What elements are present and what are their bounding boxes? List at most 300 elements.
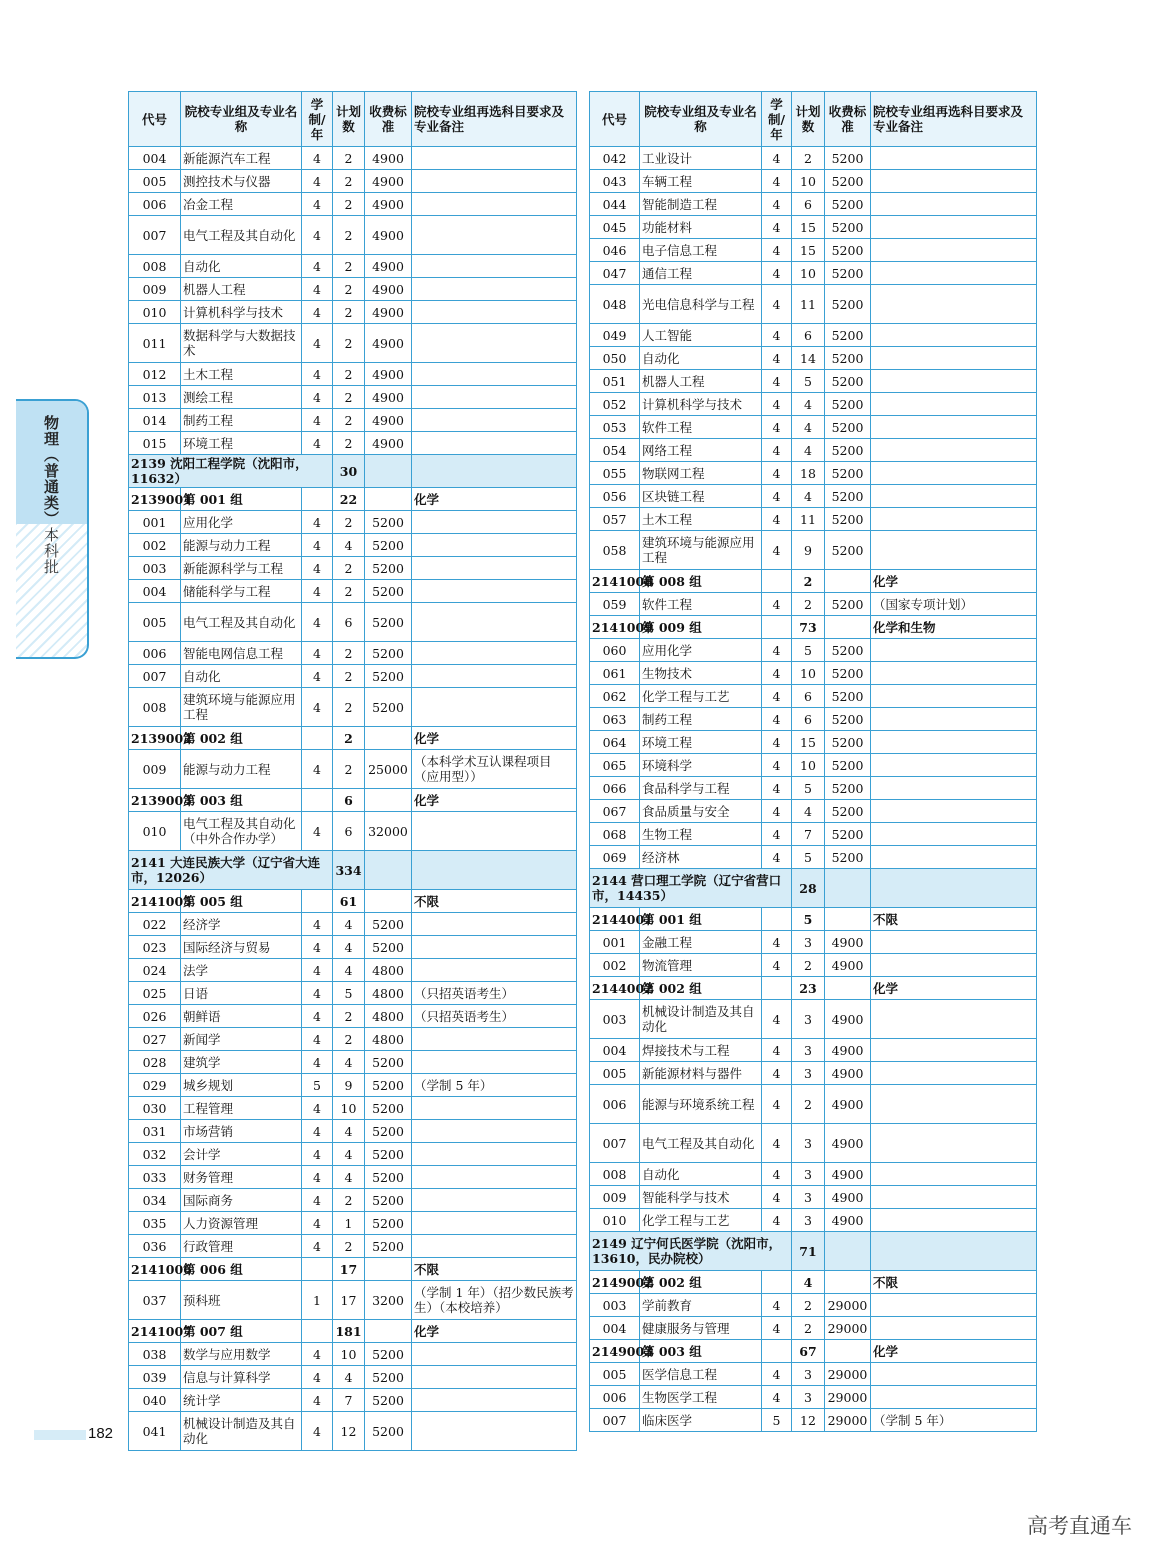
major-note (871, 347, 1037, 370)
major-name: 数据科学与大数据技术 (181, 324, 302, 363)
major-row (129, 982, 577, 1005)
group-subject-requirement: 不限 (871, 908, 1037, 931)
major-name: 自动化 (181, 665, 302, 688)
major-code: 056 (590, 485, 640, 508)
major-row (129, 324, 577, 363)
header-name: 院校专业组及专业名称 (181, 92, 302, 147)
major-row (129, 534, 577, 557)
major-years: 4 (302, 580, 333, 603)
major-fee: 5200 (825, 462, 871, 485)
major-plan: 2 (333, 147, 365, 170)
school-fee-cell (825, 1232, 871, 1271)
major-row (590, 393, 1037, 416)
major-years: 4 (302, 324, 333, 363)
major-name: 新能源科学与工程 (181, 557, 302, 580)
major-code: 023 (129, 936, 181, 959)
major-plan: 4 (792, 393, 825, 416)
major-fee: 5200 (365, 534, 412, 557)
major-row (590, 846, 1037, 869)
major-fee: 5200 (825, 685, 871, 708)
major-code: 004 (590, 1317, 640, 1340)
major-fee: 4900 (825, 1186, 871, 1209)
group-name: 第 003 组 (181, 789, 302, 812)
major-plan: 9 (792, 531, 825, 570)
group-code: 2141007 (129, 1320, 181, 1343)
major-row (590, 708, 1037, 731)
major-note (871, 731, 1037, 754)
major-fee: 4900 (825, 1039, 871, 1062)
major-fee: 4900 (365, 278, 412, 301)
major-row (129, 1189, 577, 1212)
group-years (302, 1320, 333, 1343)
major-name: 食品质量与安全 (640, 800, 762, 823)
group-fee (825, 908, 871, 931)
major-years: 4 (762, 1062, 792, 1085)
major-name: 测绘工程 (181, 386, 302, 409)
school-name: 2139 沈阳工程学院（沈阳市，11632） (129, 455, 333, 488)
major-years: 4 (302, 511, 333, 534)
group-subject-requirement: 不限 (412, 890, 577, 913)
major-code: 048 (590, 285, 640, 324)
major-code: 063 (590, 708, 640, 731)
major-years: 4 (762, 439, 792, 462)
major-note (871, 1363, 1037, 1386)
major-years: 4 (302, 409, 333, 432)
major-note: （只招英语考生） (412, 982, 577, 1005)
major-code: 005 (590, 1062, 640, 1085)
group-subject-requirement: 化学和生物 (871, 616, 1037, 639)
major-fee: 5200 (825, 216, 871, 239)
major-code: 037 (129, 1281, 181, 1320)
major-plan: 2 (333, 193, 365, 216)
major-fee: 32000 (365, 812, 412, 851)
major-years: 4 (302, 1412, 333, 1451)
major-name: 朝鲜语 (181, 1005, 302, 1028)
major-code: 010 (129, 812, 181, 851)
major-code: 014 (129, 409, 181, 432)
major-years: 4 (302, 170, 333, 193)
major-note (412, 255, 577, 278)
major-years: 4 (302, 1120, 333, 1143)
major-years: 4 (762, 216, 792, 239)
major-name: 软件工程 (640, 593, 762, 616)
major-code: 033 (129, 1166, 181, 1189)
major-plan: 2 (333, 301, 365, 324)
major-fee: 5200 (825, 639, 871, 662)
major-note (412, 1051, 577, 1074)
group-years (302, 1258, 333, 1281)
group-row (129, 789, 577, 812)
major-plan: 4 (333, 1143, 365, 1166)
major-code: 024 (129, 959, 181, 982)
major-code: 008 (129, 688, 181, 727)
admission-table-right (589, 91, 1037, 1432)
major-years: 4 (762, 685, 792, 708)
major-name: 自动化 (181, 255, 302, 278)
major-fee: 5200 (825, 439, 871, 462)
major-name: 日语 (181, 982, 302, 1005)
side-tab-text (41, 415, 62, 575)
major-row (590, 662, 1037, 685)
major-plan: 3 (792, 931, 825, 954)
major-plan: 14 (792, 347, 825, 370)
group-years (762, 977, 792, 1000)
school-name: 2141 大连民族大学（辽宁省大连市，12026） (129, 851, 333, 890)
major-name: 电气工程及其自动化（中外合作办学） (181, 812, 302, 851)
major-note (871, 416, 1037, 439)
major-note (871, 1062, 1037, 1085)
major-code: 006 (590, 1085, 640, 1124)
group-row (590, 570, 1037, 593)
major-years: 4 (762, 147, 792, 170)
major-fee: 5200 (825, 262, 871, 285)
group-row (590, 1271, 1037, 1294)
major-name: 通信工程 (640, 262, 762, 285)
major-years: 4 (302, 1389, 333, 1412)
group-row (129, 890, 577, 913)
major-plan: 2 (792, 954, 825, 977)
major-name: 冶金工程 (181, 193, 302, 216)
major-code: 043 (590, 170, 640, 193)
major-years: 4 (762, 1085, 792, 1124)
major-row (590, 216, 1037, 239)
group-plan: 23 (792, 977, 825, 1000)
major-code: 030 (129, 1097, 181, 1120)
major-row (590, 1209, 1037, 1232)
major-row (590, 931, 1037, 954)
major-note (871, 708, 1037, 731)
header-years: 学制/年 (762, 92, 792, 147)
major-row (129, 665, 577, 688)
major-years: 4 (302, 301, 333, 324)
major-row (590, 170, 1037, 193)
major-fee: 4900 (825, 1062, 871, 1085)
major-plan: 17 (333, 1281, 365, 1320)
major-code: 038 (129, 1343, 181, 1366)
major-code: 060 (590, 639, 640, 662)
major-fee: 5200 (365, 642, 412, 665)
major-code: 028 (129, 1051, 181, 1074)
major-row (129, 1281, 577, 1320)
school-fee-cell (825, 869, 871, 908)
major-code: 031 (129, 1120, 181, 1143)
major-note (412, 1212, 577, 1235)
major-name: 智能制造工程 (640, 193, 762, 216)
group-name: 第 008 组 (640, 570, 762, 593)
group-name: 第 006 组 (181, 1258, 302, 1281)
major-note (412, 642, 577, 665)
major-fee: 4900 (365, 432, 412, 455)
major-fee: 5200 (825, 593, 871, 616)
school-plan: 334 (333, 851, 365, 890)
major-note (871, 1209, 1037, 1232)
major-plan: 5 (792, 639, 825, 662)
major-note (871, 285, 1037, 324)
major-fee: 4900 (365, 301, 412, 324)
group-years (762, 1340, 792, 1363)
major-years: 4 (302, 812, 333, 851)
major-fee: 5200 (365, 913, 412, 936)
group-fee (365, 727, 412, 750)
major-fee: 5200 (365, 580, 412, 603)
major-name: 化学工程与工艺 (640, 1209, 762, 1232)
major-fee: 4900 (825, 1209, 871, 1232)
major-years: 4 (302, 363, 333, 386)
major-code: 039 (129, 1366, 181, 1389)
header-plan: 计划数 (792, 92, 825, 147)
major-name: 应用化学 (181, 511, 302, 534)
major-plan: 11 (792, 508, 825, 531)
major-code: 066 (590, 777, 640, 800)
major-name: 自动化 (640, 347, 762, 370)
major-code: 003 (590, 1294, 640, 1317)
major-note: （国家专项计划） (871, 593, 1037, 616)
major-row (590, 239, 1037, 262)
major-years: 4 (762, 1209, 792, 1232)
group-plan: 2 (333, 727, 365, 750)
group-name: 第 002 组 (640, 1271, 762, 1294)
major-row (129, 642, 577, 665)
major-fee: 5200 (825, 393, 871, 416)
major-plan: 7 (333, 1389, 365, 1412)
major-name: 智能电网信息工程 (181, 642, 302, 665)
major-years: 4 (302, 1235, 333, 1258)
major-note (412, 603, 577, 642)
major-note (412, 301, 577, 324)
table-body-left (129, 147, 577, 1451)
major-row (129, 278, 577, 301)
major-note (871, 777, 1037, 800)
header-name: 院校专业组及专业名称 (640, 92, 762, 147)
major-years: 4 (762, 1039, 792, 1062)
major-years: 4 (762, 593, 792, 616)
major-plan: 2 (333, 557, 365, 580)
major-fee: 29000 (825, 1363, 871, 1386)
major-years: 4 (762, 1124, 792, 1163)
major-name: 生物技术 (640, 662, 762, 685)
major-note: （本科学术互认课程项目（应用型）） (412, 750, 577, 789)
major-years: 4 (762, 285, 792, 324)
major-years: 4 (762, 1163, 792, 1186)
major-years: 4 (762, 823, 792, 846)
major-name: 新能源汽车工程 (181, 147, 302, 170)
major-name: 工程管理 (181, 1097, 302, 1120)
major-years: 1 (302, 1281, 333, 1320)
major-years: 4 (762, 239, 792, 262)
major-note (412, 688, 577, 727)
major-code: 012 (129, 363, 181, 386)
major-fee: 5200 (365, 1166, 412, 1189)
major-code: 053 (590, 416, 640, 439)
group-subject-requirement: 化学 (412, 1320, 577, 1343)
major-fee: 29000 (825, 1386, 871, 1409)
group-name: 第 009 组 (640, 616, 762, 639)
admission-table-left (128, 91, 577, 1451)
major-name: 制药工程 (181, 409, 302, 432)
major-years: 4 (762, 1000, 792, 1039)
major-name: 建筑学 (181, 1051, 302, 1074)
major-years: 4 (302, 557, 333, 580)
major-plan: 2 (333, 363, 365, 386)
major-plan: 10 (792, 662, 825, 685)
major-row (129, 363, 577, 386)
major-fee: 29000 (825, 1317, 871, 1340)
major-plan: 10 (333, 1343, 365, 1366)
major-plan: 4 (333, 1120, 365, 1143)
major-name: 化学工程与工艺 (640, 685, 762, 708)
major-years: 4 (762, 193, 792, 216)
major-plan: 3 (792, 1163, 825, 1186)
group-subject-requirement: 化学 (871, 1340, 1037, 1363)
group-code: 2139003 (129, 789, 181, 812)
major-name: 能源与环境系统工程 (640, 1085, 762, 1124)
major-years: 4 (302, 216, 333, 255)
major-fee: 4900 (825, 1163, 871, 1186)
school-fee-cell (365, 455, 412, 488)
major-name: 能源与动力工程 (181, 534, 302, 557)
major-years: 4 (762, 1386, 792, 1409)
major-name: 法学 (181, 959, 302, 982)
major-name: 预科班 (181, 1281, 302, 1320)
school-plan: 71 (792, 1232, 825, 1271)
major-plan: 1 (333, 1212, 365, 1235)
major-years: 4 (302, 959, 333, 982)
school-row (129, 455, 577, 488)
major-name: 电气工程及其自动化 (640, 1124, 762, 1163)
major-row (590, 731, 1037, 754)
major-name: 新能源材料与器件 (640, 1062, 762, 1085)
major-fee: 3200 (365, 1281, 412, 1320)
group-name: 第 003 组 (640, 1340, 762, 1363)
major-name: 测控技术与仪器 (181, 170, 302, 193)
major-row (129, 1389, 577, 1412)
major-note (871, 370, 1037, 393)
major-years: 4 (762, 931, 792, 954)
major-years: 4 (302, 750, 333, 789)
major-name: 环境科学 (640, 754, 762, 777)
major-fee: 4900 (365, 170, 412, 193)
major-note (871, 147, 1037, 170)
major-plan: 4 (792, 485, 825, 508)
major-row (590, 193, 1037, 216)
group-fee (825, 977, 871, 1000)
group-name: 第 001 组 (640, 908, 762, 931)
major-code: 002 (590, 954, 640, 977)
major-years: 4 (762, 1186, 792, 1209)
major-fee: 5200 (365, 1212, 412, 1235)
major-name: 网络工程 (640, 439, 762, 462)
major-code: 009 (129, 278, 181, 301)
major-plan: 4 (333, 1051, 365, 1074)
major-note (871, 931, 1037, 954)
major-code: 007 (590, 1124, 640, 1163)
group-code: 2141008 (590, 570, 640, 593)
major-name: 人工智能 (640, 324, 762, 347)
major-fee: 4900 (365, 409, 412, 432)
header-note: 院校专业组再选科目要求及专业备注 (412, 92, 577, 147)
major-fee: 29000 (825, 1294, 871, 1317)
major-note (412, 193, 577, 216)
major-years: 4 (302, 193, 333, 216)
major-fee: 5200 (825, 662, 871, 685)
major-years: 4 (302, 386, 333, 409)
major-note (412, 959, 577, 982)
major-plan: 11 (792, 285, 825, 324)
major-code: 064 (590, 731, 640, 754)
group-fee (825, 1271, 871, 1294)
major-row (590, 370, 1037, 393)
major-years: 4 (302, 665, 333, 688)
header-fee: 收费标准 (365, 92, 412, 147)
major-note (871, 1039, 1037, 1062)
major-code: 052 (590, 393, 640, 416)
major-fee: 5200 (825, 754, 871, 777)
major-row (129, 688, 577, 727)
major-code: 007 (129, 665, 181, 688)
major-plan: 2 (792, 593, 825, 616)
major-years: 4 (762, 1294, 792, 1317)
major-fee: 5200 (365, 1235, 412, 1258)
side-tab-batch: 本科批 (42, 527, 60, 575)
major-code: 006 (590, 1386, 640, 1409)
major-note (412, 1389, 577, 1412)
major-row (590, 416, 1037, 439)
major-note (412, 1097, 577, 1120)
major-plan: 10 (333, 1097, 365, 1120)
major-plan: 3 (792, 1062, 825, 1085)
major-years: 4 (302, 642, 333, 665)
major-row (129, 1235, 577, 1258)
major-row (129, 1343, 577, 1366)
major-name: 计算机科学与技术 (181, 301, 302, 324)
major-row (129, 1366, 577, 1389)
major-note (412, 557, 577, 580)
school-name: 2144 营口理工学院（辽宁省营口市，14435） (590, 869, 792, 908)
major-plan: 3 (792, 1386, 825, 1409)
major-code: 001 (129, 511, 181, 534)
major-fee: 4900 (825, 931, 871, 954)
major-years: 4 (302, 1143, 333, 1166)
major-note (871, 262, 1037, 285)
major-code: 050 (590, 347, 640, 370)
major-name: 电气工程及其自动化 (181, 216, 302, 255)
major-note (871, 954, 1037, 977)
major-note (412, 1028, 577, 1051)
major-row (129, 1120, 577, 1143)
group-fee (365, 1258, 412, 1281)
group-row (129, 488, 577, 511)
major-row (590, 1294, 1037, 1317)
major-row (129, 557, 577, 580)
major-code: 067 (590, 800, 640, 823)
major-name: 计算机科学与技术 (640, 393, 762, 416)
major-years: 4 (762, 170, 792, 193)
major-years: 4 (302, 1051, 333, 1074)
major-code: 010 (590, 1209, 640, 1232)
major-code: 046 (590, 239, 640, 262)
major-row (129, 1097, 577, 1120)
major-note (412, 432, 577, 455)
major-fee: 5200 (365, 1074, 412, 1097)
major-plan: 2 (333, 1189, 365, 1212)
major-note (871, 823, 1037, 846)
group-plan: 17 (333, 1258, 365, 1281)
major-code: 022 (129, 913, 181, 936)
group-years (762, 616, 792, 639)
major-fee: 4900 (825, 1000, 871, 1039)
major-note (412, 1412, 577, 1451)
major-note (412, 216, 577, 255)
